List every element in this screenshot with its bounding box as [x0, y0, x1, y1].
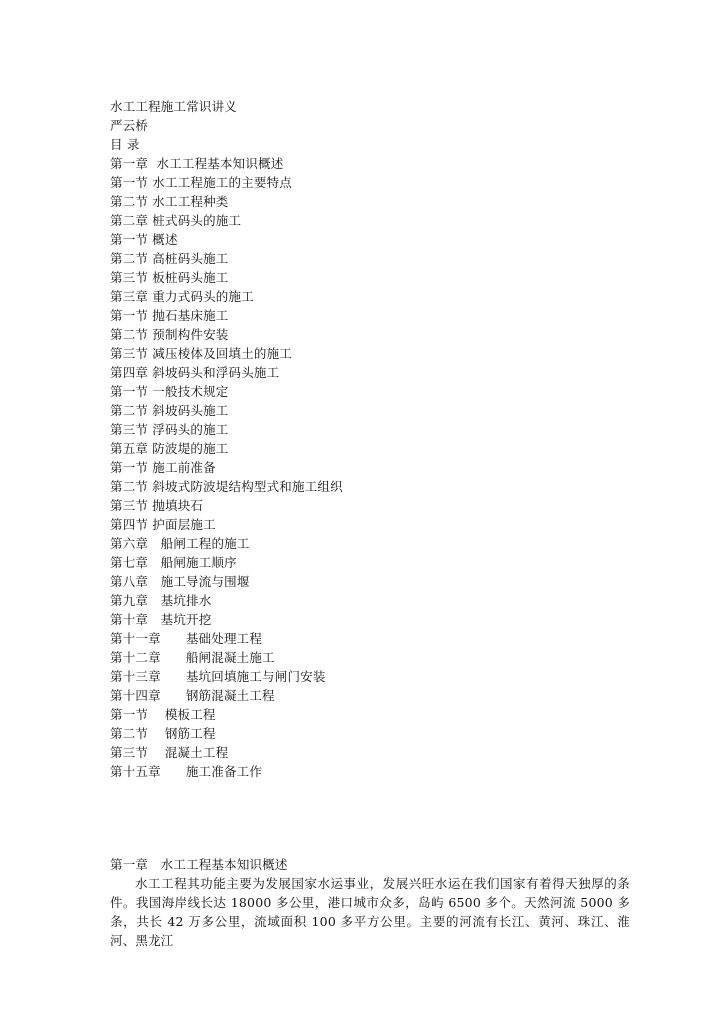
toc-entry-number: 第十一章	[110, 631, 161, 646]
chapter-1-paragraph: 水工工程其功能主要为发展国家水运事业，发展兴旺水运在我们国家有着得天独厚的条件。我国海岸线长达 18000 多公里，港口城市众多，岛屿 6500 多个。天然河流 5000 多条，共长 42 万多公里，流域面积 100 多平方公里。主要的河流有长江、黄河、珠江、淮河、黑龙江	[110, 876, 630, 948]
toc-entry-number: 第二节	[110, 479, 149, 494]
toc-entry-number: 第三节	[110, 745, 149, 760]
toc-entry-number: 第三节	[110, 422, 149, 437]
toc-entry	[110, 477, 630, 496]
toc-entry-title: 预制构件安装	[152, 327, 229, 342]
toc-entry-number: 第七章	[110, 555, 149, 570]
toc-entry-number: 第二节	[110, 726, 149, 741]
toc-entry-number: 第十五章	[110, 764, 161, 779]
toc-entry	[110, 249, 630, 268]
toc-entry-number: 第六章	[110, 536, 149, 551]
toc-entry-title: 基坑排水	[160, 593, 212, 608]
toc-entry-title: 概述	[152, 232, 178, 247]
table-of-contents	[110, 154, 630, 781]
toc-entry-number: 第三节	[110, 346, 149, 361]
chapter-1-heading: 第一章 水工工程基本知识概述	[110, 857, 288, 872]
toc-entry-number: 第四节	[110, 517, 149, 532]
toc-entry-number: 第十章	[110, 612, 149, 627]
toc-entry	[110, 325, 630, 344]
toc-entry-gap	[148, 553, 161, 572]
toc-entry-number: 第一章	[110, 156, 149, 171]
toc-entry-number: 第二章	[110, 213, 149, 228]
toc-entry	[110, 496, 630, 515]
toc-entry-number: 第八章	[110, 574, 149, 589]
toc-entry-gap	[161, 629, 186, 648]
toc-entry-number: 第二节	[110, 194, 149, 209]
toc-entry-gap	[148, 705, 165, 724]
toc-entry-number: 第二节	[110, 403, 149, 418]
toc-entry	[110, 401, 630, 420]
toc-entry-title: 施工导流与围堰	[160, 574, 250, 589]
toc-entry	[110, 553, 630, 572]
toc-entry	[110, 363, 630, 382]
toc-entry	[110, 382, 630, 401]
toc-entry-title: 抛填块石	[152, 498, 204, 513]
toc-entry	[110, 306, 630, 325]
toc-entry-title: 减压棱体及回填土的施工	[152, 346, 292, 361]
toc-entry-title: 船闸混凝土施工	[185, 650, 275, 665]
toc-entry-title: 高桩码头施工	[152, 251, 229, 266]
toc-entry-title: 船闸工程的施工	[160, 536, 250, 551]
toc-entry-title: 基础处理工程	[185, 631, 263, 646]
toc-entry-title: 钢筋混凝土工程	[185, 688, 275, 703]
toc-entry-number: 第二节	[110, 251, 149, 266]
toc-entry-gap	[148, 724, 165, 743]
toc-entry-title: 浮码头的施工	[152, 422, 229, 437]
toc-entry-title: 钢筋工程	[164, 726, 216, 741]
toc-entry-number: 第二节	[110, 327, 149, 342]
toc-entry	[110, 667, 630, 686]
toc-entry-title: 斜坡式防波堤结构型式和施工组织	[152, 479, 343, 494]
toc-entry-title: 施工准备工作	[185, 764, 263, 779]
toc-entry-gap	[148, 591, 161, 610]
toc-entry-number: 第三节	[110, 270, 149, 285]
toc-entry	[110, 610, 630, 629]
toc-entry-title: 基坑开挖	[160, 612, 212, 627]
toc-entry-title: 斜坡码头和浮码头施工	[152, 365, 280, 380]
toc-entry-number: 第十四章	[110, 688, 161, 703]
toc-entry-number: 第一节	[110, 232, 149, 247]
toc-entry	[110, 686, 630, 705]
toc-heading: 目 录	[110, 137, 140, 152]
toc-entry-number: 第一节	[110, 308, 149, 323]
toc-entry-number: 第十三章	[110, 669, 161, 684]
toc-entry	[110, 629, 630, 648]
chapter-1-section	[110, 855, 630, 950]
toc-entry-gap	[148, 534, 161, 553]
toc-entry-gap	[148, 572, 161, 591]
toc-entry-gap	[148, 154, 156, 173]
toc-entry-number: 第一节	[110, 384, 149, 399]
toc-entry	[110, 458, 630, 477]
toc-entry	[110, 192, 630, 211]
toc-entry-number: 第十二章	[110, 650, 161, 665]
toc-entry-title: 板桩码头施工	[152, 270, 229, 285]
toc-entry	[110, 591, 630, 610]
toc-entry	[110, 572, 630, 591]
toc-entry-gap	[161, 686, 186, 705]
toc-entry	[110, 287, 630, 306]
toc-entry	[110, 230, 630, 249]
toc-entry-number: 第一节	[110, 175, 149, 190]
toc-entry-title: 防波堤的施工	[152, 441, 229, 456]
toc-entry-title: 斜坡码头施工	[152, 403, 229, 418]
toc-entry-title: 基坑回填施工与闸门安装	[185, 669, 326, 684]
toc-entry	[110, 724, 630, 743]
toc-entry-gap	[161, 667, 186, 686]
toc-entry-number: 第一节	[110, 707, 149, 722]
toc-entry-title: 护面层施工	[152, 517, 216, 532]
toc-entry	[110, 268, 630, 287]
toc-entry	[110, 420, 630, 439]
toc-entry-number: 第四章	[110, 365, 149, 380]
toc-entry	[110, 173, 630, 192]
toc-entry-gap	[148, 743, 165, 762]
toc-entry-title: 水工工程基本知识概述	[156, 156, 284, 171]
toc-entry-gap	[148, 610, 161, 629]
toc-entry	[110, 211, 630, 230]
toc-entry	[110, 762, 630, 781]
toc-entry-gap	[161, 648, 186, 667]
toc-entry	[110, 648, 630, 667]
toc-entry-title: 重力式码头的施工	[152, 289, 254, 304]
toc-entry-title: 桩式码头的施工	[152, 213, 242, 228]
toc-entry	[110, 743, 630, 762]
toc-entry	[110, 154, 630, 173]
toc-entry	[110, 515, 630, 534]
toc-entry-title: 一般技术规定	[152, 384, 229, 399]
toc-entry	[110, 534, 630, 553]
toc-entry	[110, 344, 630, 363]
toc-entry-title: 水工工程种类	[152, 194, 229, 209]
toc-entry-title: 施工前准备	[152, 460, 216, 475]
toc-entry-number: 第三节	[110, 498, 149, 513]
toc-entry-title: 混凝土工程	[164, 745, 229, 760]
document-title: 水工工程施工常识讲义	[110, 99, 238, 114]
toc-entry	[110, 439, 630, 458]
toc-entry	[110, 705, 630, 724]
document-header	[110, 97, 630, 154]
toc-entry-title: 模板工程	[164, 707, 216, 722]
toc-entry-number: 第九章	[110, 593, 149, 608]
toc-entry-gap	[161, 762, 186, 781]
toc-entry-title: 船闸施工顺序	[160, 555, 237, 570]
toc-entry-title: 水工工程施工的主要特点	[152, 175, 292, 190]
toc-entry-number: 第五章	[110, 441, 149, 456]
toc-entry-number: 第三章	[110, 289, 149, 304]
toc-entry-title: 抛石基床施工	[152, 308, 229, 323]
document-author: 严云桥	[110, 118, 149, 133]
toc-entry-number: 第一节	[110, 460, 149, 475]
